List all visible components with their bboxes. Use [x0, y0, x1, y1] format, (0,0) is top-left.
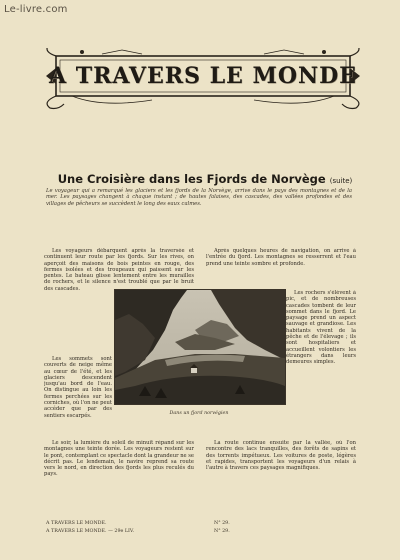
- column-right-top: [206, 248, 356, 288]
- ornamental-header: [42, 48, 364, 110]
- article-intro: Le voyageur qui a remarqué les glaciers et les fjords de la Norvège, arrive dans le pays des montagnes et de la mer. Les paysages changent à chaque instant ; de hautes falaises, des cascades, des vallées profondes et des villages de pêcheurs se succèdent le long des eaux calmes.: [46, 188, 352, 207]
- column-right-bottom: [206, 440, 356, 516]
- footer-right: N° 29.: [214, 521, 230, 526]
- paragraph: Après quelques heures de navigation, on arrive à l'entrée du fjord. Les montagnes se resserrent et l'eau prend une teinte sombre et profonde.: [206, 248, 356, 267]
- header-title: A TRAVERS LE MONDE: [49, 63, 357, 89]
- footer-bottom-left: A TRAVERS LE MONDE. — 29e LIV.: [46, 529, 135, 534]
- fjord-landscape-icon: [115, 290, 285, 404]
- article-title-text: Une Croisière dans les Fjords de Norvège: [57, 172, 326, 186]
- article-title: [40, 172, 370, 186]
- paragraph: La route continue ensuite par la vallée, où l'on rencontre des lacs tranquilles, des forêts de sapins et des torrents impétueux. Les voitures de poste, légères et rapides, transportent les voyageurs d'un relais à l'autre à travers ces paysages magnifiques.: [206, 440, 356, 472]
- column-right-narrow: [286, 290, 356, 440]
- illustration-caption: Dans un fjord norvégien: [169, 411, 229, 416]
- footer-bottom-right: N° 29.: [214, 529, 230, 534]
- article-title-note: (suite): [329, 177, 353, 185]
- fjord-illustration: [114, 289, 286, 405]
- watermark: Le-livre.com: [4, 4, 68, 15]
- paragraph: Les voyageurs débarquent après la traversée et continuent leur route par les fjords. Sur les rives, on aperçoit des maisons de bois peintes en rouge, des fermes isolées et des troupeaux qui paissent sur les pentes. Le bateau glisse lentement entre les murailles de rochers, et le silence n'est troublé que par le bruit des cascades.: [44, 248, 194, 292]
- paragraph: Le soir, la lumière du soleil de minuit répand sur les montagnes une teinte dorée. Les voyageurs restent sur le pont, contemplant ce spectacle dont la grandeur ne se décrit pas. Le lendemain, le navire reprend sa route vers le nord, en direction des fjords les plus reculés du pays.: [44, 440, 194, 478]
- paragraph: Les rochers s'élèvent à pic, et de nombreuses cascades tombent de leur sommet dans le fjord. Le paysage prend un aspect sauvage et grandiose. Les habitants vivent de la pêche et de l'élevage ; ils sont hospitaliers et accueillent volontiers les étrangers dans leurs demeures simples.: [286, 290, 356, 366]
- paragraph: Les sommets sont couverts de neige même au cœur de l'été, et les glaciers descendent jusqu'au bord de l'eau. On distingue au loin les fermes perchées sur les corniches, où l'on ne peut accéder que par des sentiers escarpés.: [44, 356, 112, 419]
- column-left-bottom: [44, 440, 194, 516]
- footer-left: A TRAVERS LE MONDE.: [46, 521, 107, 526]
- column-left-narrow: [44, 356, 112, 438]
